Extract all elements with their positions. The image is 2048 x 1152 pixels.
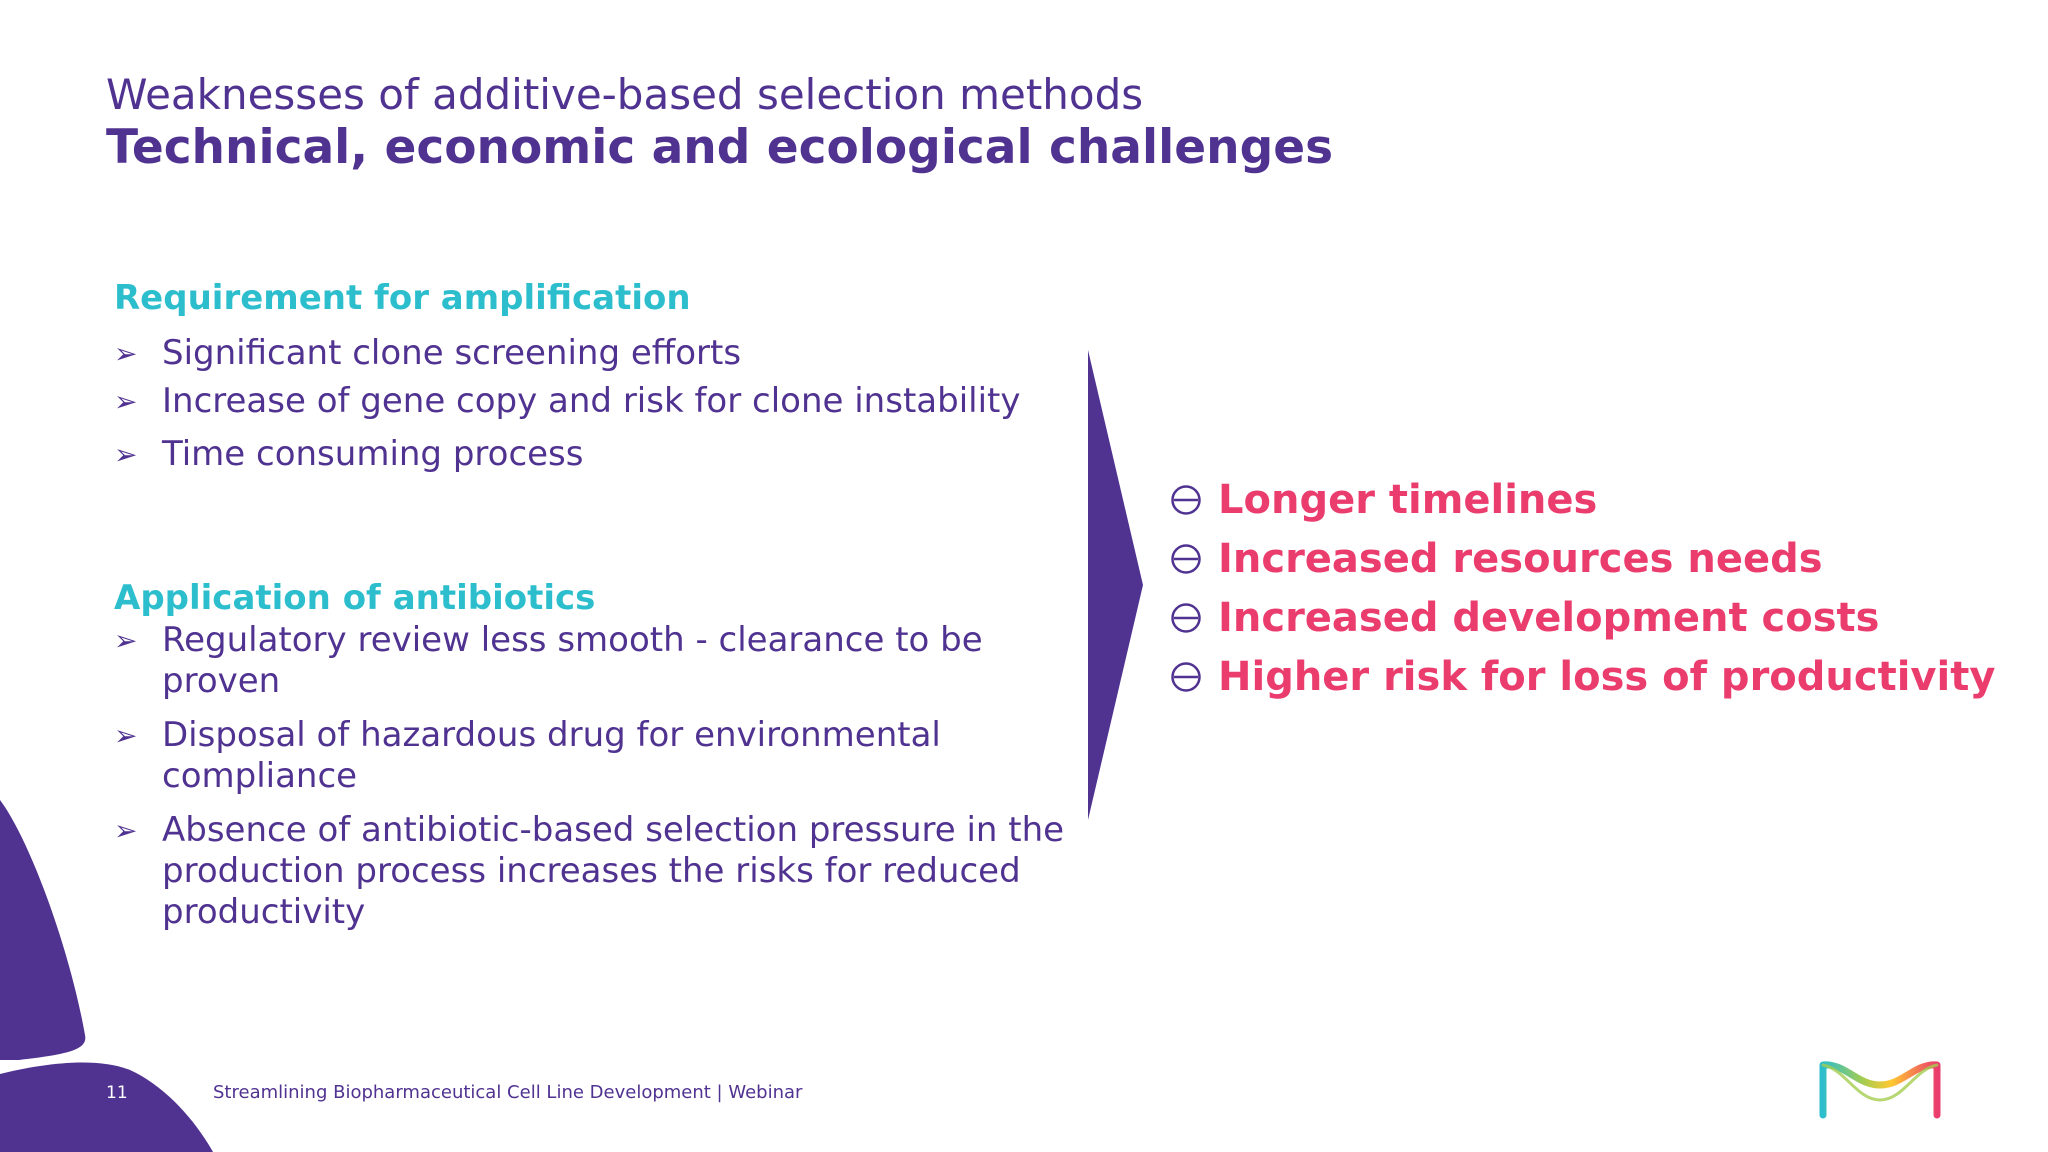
outcome-item — [1170, 647, 1995, 706]
company-logo-icon — [1815, 1055, 1945, 1120]
list-item-text: Increase of gene copy and risk for clone instability — [162, 381, 1021, 421]
bullet-list-antibiotics — [114, 620, 1074, 946]
arrowhead-bullet-icon: ➢ — [114, 438, 138, 471]
page-title: Weaknesses of additive-based selection methods — [106, 70, 1144, 119]
list-item — [114, 810, 1074, 933]
list-item-text: Regulatory review less smooth - clearance to be proven — [162, 620, 983, 701]
outcome-text: Increased resources needs — [1218, 535, 1823, 582]
list-item — [114, 381, 1074, 422]
arrowhead-bullet-icon: ➢ — [114, 814, 138, 847]
list-item-text: Time consuming process — [162, 434, 584, 474]
arrowhead-bullet-icon: ➢ — [114, 385, 138, 418]
arrowhead-bullet-icon: ➢ — [114, 624, 138, 657]
outcome-item — [1170, 529, 1995, 588]
page-subtitle: Technical, economic and ecological challenges — [106, 120, 1334, 175]
list-item-text: Significant clone screening efforts — [162, 333, 742, 373]
section-heading-antibiotics: Application of antibiotics — [114, 578, 596, 618]
page-number: 11 — [106, 1083, 128, 1103]
list-item — [114, 333, 1074, 374]
outcome-text: Increased development costs — [1218, 594, 1880, 641]
arrowhead-bullet-icon: ➢ — [114, 719, 138, 752]
decorative-shape-left — [0, 800, 90, 1060]
decorative-shape-bottom — [0, 1060, 215, 1152]
outcome-list — [1170, 470, 1995, 706]
minus-circle-icon — [1170, 543, 1202, 575]
minus-circle-icon — [1170, 661, 1202, 693]
bullet-list-amplification — [114, 333, 1074, 482]
list-item — [114, 620, 1074, 702]
outcome-item — [1170, 588, 1995, 647]
list-item — [114, 434, 1074, 475]
footer-text: Streamlining Biopharmaceutical Cell Line Development | Webinar — [213, 1082, 803, 1103]
chevron-arrow-icon — [1088, 350, 1143, 820]
minus-circle-icon — [1170, 484, 1202, 516]
list-item-text: Disposal of hazardous drug for environmental compliance — [162, 715, 941, 796]
minus-circle-icon — [1170, 602, 1202, 634]
arrowhead-bullet-icon: ➢ — [114, 337, 138, 370]
outcome-text: Longer timelines — [1218, 476, 1598, 523]
list-item — [114, 715, 1074, 797]
list-item-text: Absence of antibiotic-based selection pressure in the production process increases the risks for reduced productivity — [162, 810, 1065, 932]
outcome-item — [1170, 470, 1995, 529]
outcome-text: Higher risk for loss of productivity — [1218, 653, 1996, 700]
section-heading-amplification: Requirement for amplification — [114, 278, 691, 318]
